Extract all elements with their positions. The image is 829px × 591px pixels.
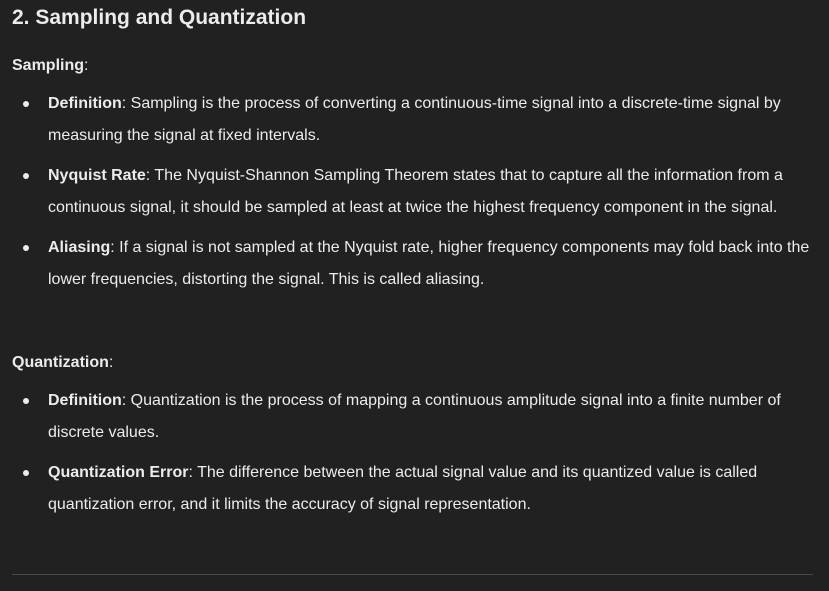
item-text: Quantization is the process of mapping a continuous amplitude signal into a finite number of discrete values. [48,392,781,441]
bullet-icon [23,101,29,107]
quantization-list [12,385,817,529]
item-term: Quantization Error [48,464,189,481]
list-item: Quantization Error: The difference between the actual signal value and its quantized value is called quantization error, and it limits the accuracy of signal representation. [12,457,817,520]
item-text: If a signal is not sampled at the Nyquist rate, higher frequency components may fold back into the lower frequencies, distorting the signal. This is called aliasing. [48,239,810,288]
bullet-icon [23,173,29,179]
item-text: The difference between the actual signal value and its quantized value is called quantization error, and it limits the accuracy of signal representation. [48,464,758,513]
item-text: The Nyquist-Shannon Sampling Theorem states that to capture all the information from a continuous signal, it should be sampled at least at twice the highest frequency component in the signal. [48,167,783,216]
item-term: Nyquist Rate [48,167,146,184]
item-term: Definition [48,392,122,409]
bullet-icon [23,398,29,404]
list-item: Aliasing: If a signal is not sampled at the Nyquist rate, higher frequency components may fold back into the lower frequencies, distorting the signal. This is called aliasing. [12,232,817,295]
item-term: Aliasing [48,239,111,256]
item-text: Sampling is the process of converting a continuous-time signal into a discrete-time signal by measuring the signal at fixed intervals. [48,95,781,144]
bullet-icon [23,470,29,476]
list-item: Nyquist Rate: The Nyquist-Shannon Sampling Theorem states that to capture all the information from a continuous signal, it should be sampled at least at twice the highest frequency component in the signal. [12,160,817,223]
list-item: Definition: Sampling is the process of converting a continuous-time signal into a discrete-time signal by measuring the signal at fixed intervals. [12,88,817,151]
sampling-heading: Sampling: [12,57,89,74]
item-term: Definition [48,95,122,112]
list-item: Definition: Quantization is the process of mapping a continuous amplitude signal into a finite number of discrete values. [12,385,817,448]
sampling-list [12,88,817,304]
divider [12,574,813,575]
quantization-heading: Quantization: [12,354,114,371]
section-title: 2. Sampling and Quantization [12,6,307,29]
bullet-icon [23,245,29,251]
